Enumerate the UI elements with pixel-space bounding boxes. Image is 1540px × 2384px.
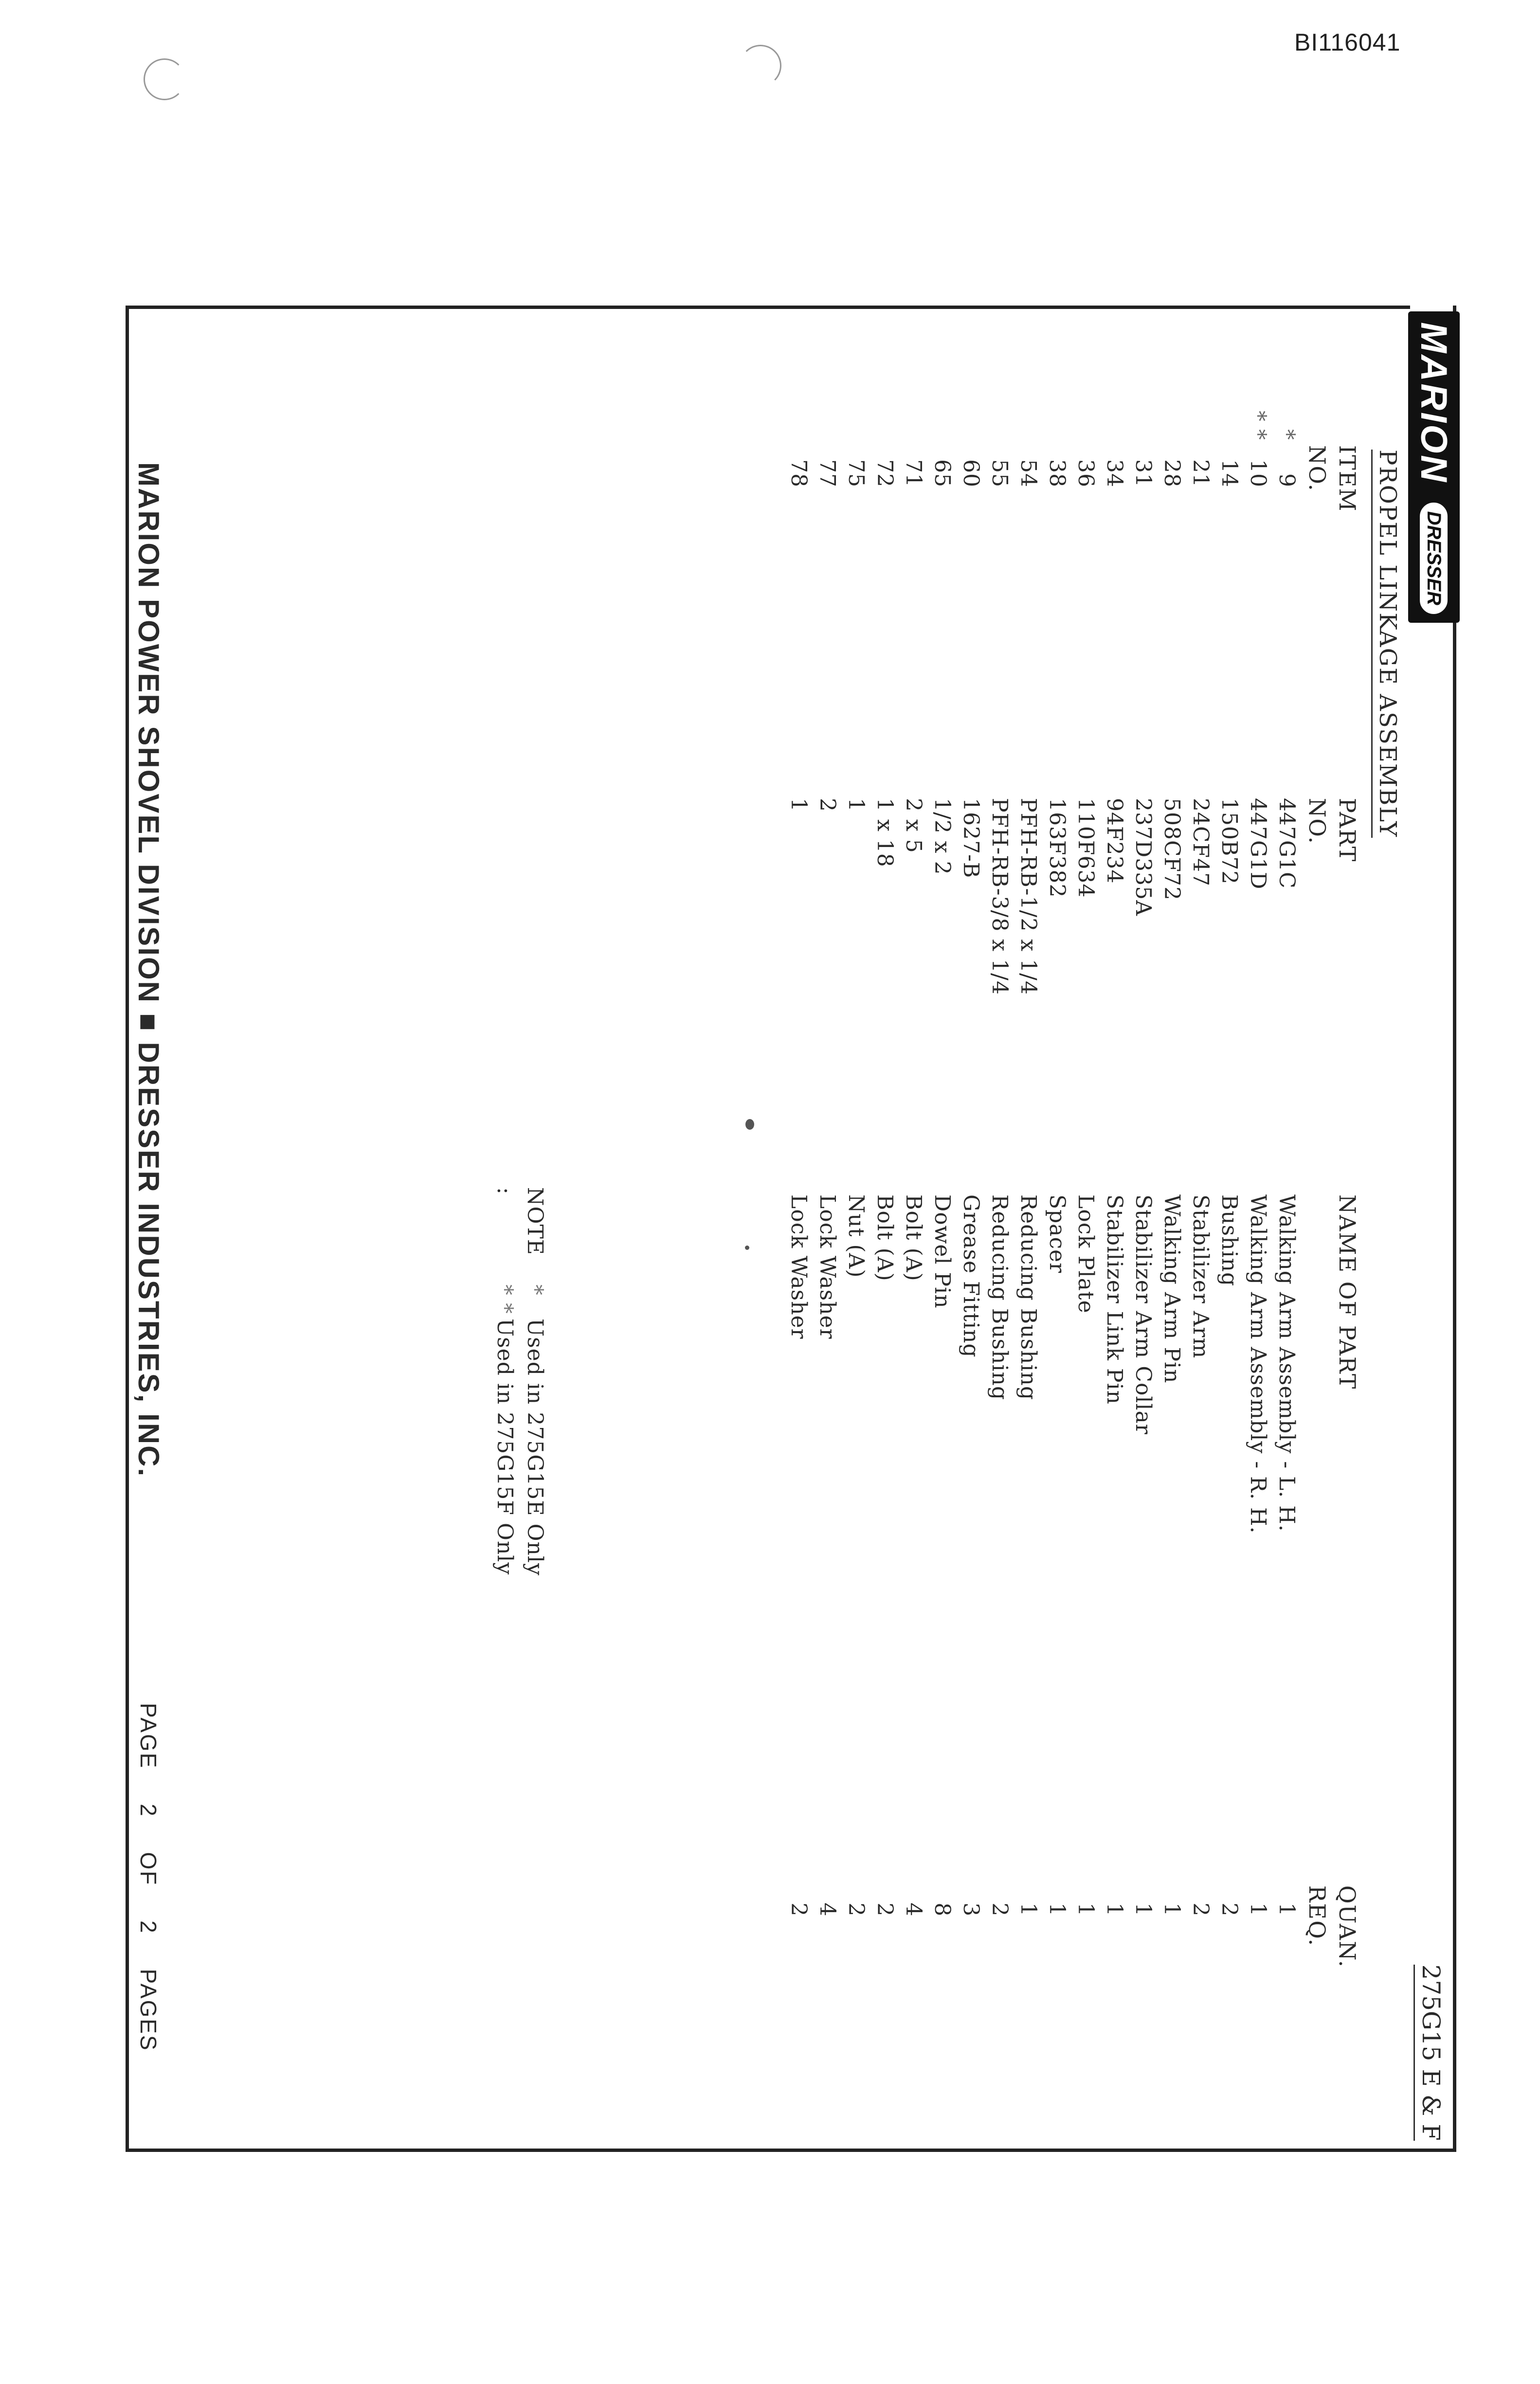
table-row [1156,311,1184,2150]
part-name: Lock Plate [1073,1194,1098,1314]
item-number: 36 [1073,459,1098,488]
part-name: Bolt (A) [872,1194,897,1282]
part-number: 24CF47 [1188,798,1213,887]
part-name: Walking Arm Pin [1160,1194,1184,1384]
part-name: Spacer [1045,1194,1069,1274]
part-name: Lock Washer [786,1194,811,1339]
part-number: 447G1C [1274,798,1299,889]
marion-dresser-logo [1408,311,1460,623]
quantity-required: 1 [1246,1902,1270,1917]
part-name: Walking Arm Assembly - R. H. [1246,1194,1270,1534]
item-number: 60 [959,459,983,488]
column-header-item: ITEM NO. [1304,445,1360,512]
punch-hole-mark [144,58,185,100]
item-number: 31 [1131,459,1156,488]
part-number: 1 [844,798,869,812]
part-name: Walking Arm Assembly - L. H. [1274,1194,1299,1532]
item-number: 78 [786,459,811,488]
quantity-required: 2 [1188,1902,1213,1917]
note-line: *Used in 275G15E Only [523,1284,547,1576]
table-row [897,311,926,2150]
part-number: 94F234 [1102,798,1127,884]
scan-speck [745,1246,749,1250]
quantity-required: 2 [844,1902,869,1917]
quantity-required: 1 [1131,1902,1156,1917]
table-row [782,311,811,2150]
part-number: 1627-B [959,798,983,879]
part-name: Stabilizer Arm Collar [1131,1194,1156,1435]
part-number: 2 x 5 [901,798,926,853]
note-line: * *Used in 275G15F Only [492,1284,517,1575]
table-row [1069,311,1098,2150]
part-number: PFH-RB-1/2 x 1/4 [1016,798,1041,995]
footer-company: MARION POWER SHOVEL DIVISION ■ DRESSER INDUSTRIES, INC. [132,462,165,1478]
part-number: 1 x 18 [872,798,897,867]
part-number: 237D335A [1131,798,1156,917]
page-indicator: PAGE 2 OF 2 PAGES [136,1703,161,2052]
part-number: 447G1D [1246,798,1270,890]
item-number: 9 [1274,473,1299,488]
note-label: NOTE : [492,1187,547,1256]
item-number: 10 [1246,459,1270,488]
quantity-required: 2 [987,1902,1012,1917]
table-row [955,311,983,2150]
model-number: 275G15 E & F [1413,1965,1445,2141]
part-number: 508CF72 [1160,798,1184,901]
table-row [1270,311,1299,2150]
quantity-required: 2 [872,1902,897,1917]
logo-badge: DRESSER [1418,501,1450,616]
table-row [1098,311,1127,2150]
item-number: 38 [1045,459,1069,488]
quantity-required: 1 [1045,1902,1069,1917]
part-number: 163F382 [1045,798,1069,898]
quantity-required: 1 [1073,1902,1098,1917]
item-number: 71 [901,459,926,488]
part-number: 110F634 [1073,798,1098,898]
document-id: BI116041 [1294,29,1401,56]
scan-speck [745,1119,754,1130]
item-number: 28 [1160,459,1184,488]
table-row [869,311,897,2150]
quantity-required: 4 [815,1902,840,1917]
item-number: 54 [1016,459,1041,488]
item-number: 34 [1102,459,1127,488]
item-number: 21 [1188,459,1213,488]
table-row [983,311,1012,2150]
table-row [1213,311,1242,2150]
quantity-required: 8 [930,1902,955,1917]
quantity-required: 2 [1217,1902,1242,1917]
quantity-required: 1 [1274,1902,1299,1917]
item-number: 14 [1217,459,1242,488]
table-row [811,311,840,2150]
page-frame-top-rule [126,306,1410,309]
item-number: 55 [987,459,1012,488]
item-number: 75 [844,459,869,488]
part-name: Grease Fitting [959,1194,983,1358]
column-header-quantity: QUAN. REQ. [1304,1885,1360,1969]
item-number: 72 [872,459,897,488]
part-number: 1 [786,798,811,812]
table-row [1041,311,1069,2150]
quantity-required: 1 [1016,1902,1041,1917]
part-number: 150B72 [1217,798,1242,885]
rotated-parts-sheet [127,311,1460,2150]
table-row [1012,311,1041,2150]
part-name: Reducing Bushing [1016,1194,1041,1401]
table-row [840,311,869,2150]
table-row [1242,311,1270,2150]
item-marker: * [1274,429,1299,440]
part-name: Reducing Bushing [987,1194,1012,1401]
part-name: Nut (A) [844,1194,869,1278]
assembly-title: PROPEL LINKAGE ASSEMBLY [1371,450,1401,838]
quantity-required: 2 [786,1902,811,1917]
column-header-part: PART NO. [1304,798,1360,863]
quantity-required: 1 [1160,1902,1184,1917]
item-number: 65 [930,459,955,488]
table-row [1184,311,1213,2150]
part-name: Stabilizer Link Pin [1102,1194,1127,1405]
part-name: Bolt (A) [901,1194,926,1282]
part-name: Bushing [1217,1194,1242,1287]
part-number: 1/2 x 2 [930,798,955,875]
table-row [1127,311,1156,2150]
part-number: PFH-RB-3/8 x 1/4 [987,798,1012,995]
quantity-required: 1 [1102,1902,1127,1917]
logo-wordmark: MARION [1413,322,1455,484]
column-header-name: NAME OF PART [1334,1194,1360,1390]
part-name: Dowel Pin [930,1194,955,1309]
item-number: 77 [815,459,840,488]
item-marker: * * [1246,411,1270,440]
part-number: 2 [815,798,840,812]
part-name: Lock Washer [815,1194,840,1339]
parts-table [782,311,1299,2150]
quantity-required: 4 [901,1902,926,1917]
quantity-required: 3 [959,1902,983,1917]
part-name: Stabilizer Arm [1188,1194,1213,1359]
table-row [926,311,955,2150]
punch-hole-mark [740,45,781,87]
